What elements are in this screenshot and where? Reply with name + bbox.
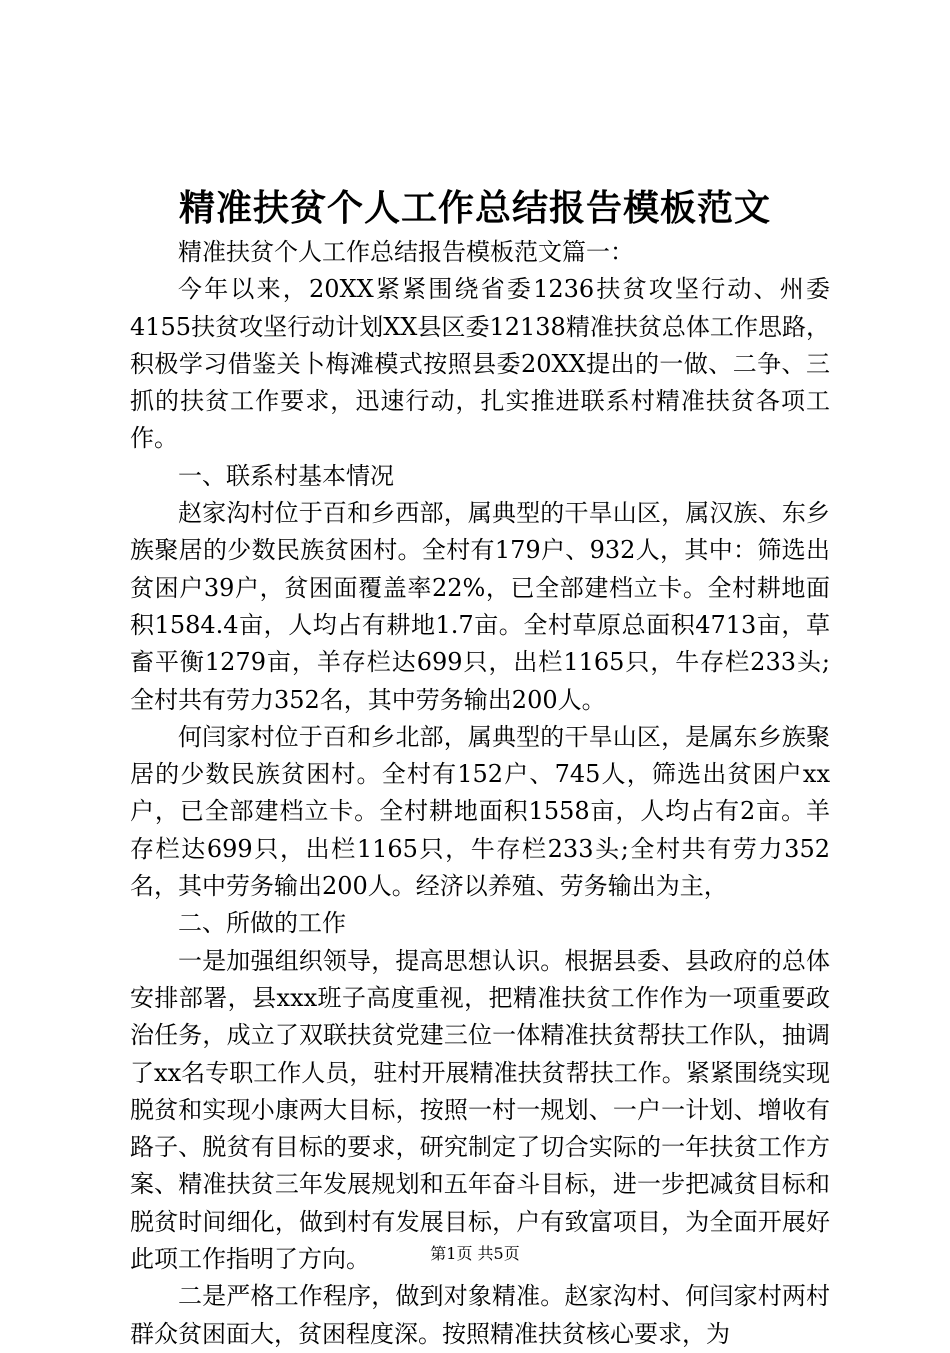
paragraph-overview: 今年以来，20XX紧紧围绕省委1236扶贫攻坚行动、州委4155扶贫攻坚行动计划XX县区委12138精准扶贫总体工作思路，积极学习借鉴关卜梅滩模式按照县委20XX提出的一做、二争、三抓的扶贫工作要求，迅速行动，扎实推进联系村精准扶贫各项工作。	[130, 275, 830, 453]
section-heading-work-done: 二、所做的工作	[178, 909, 346, 938]
paragraph-intro: 精准扶贫个人工作总结报告模板范文篇一：	[178, 238, 634, 266]
paragraph-organization: 一是加强组织领导，提高思想认识。根据县委、县政府的总体安排部署，县xxx班子高度重视，把精准扶贫工作作为一项重要政治任务，成立了双联扶贫党建三位一体精准扶贫帮扶工作队，抽调了xx名专职工作人员，驻村开展精准扶贫帮扶工作。紧紧围绕实现脱贫和实现小康两大目标，按照一村一规划、一户一计划、增收有路子、脱贫有目标的要求，研究制定了切合实际的一年扶贫工作方案、精准扶贫三年发展规划和五年奋斗目标，进一步把减贫目标和脱贫时间细化，做到村有发展目标，户有致富项目，为全面开展好此项工作指明了方向。	[130, 946, 830, 1274]
page-footer: 第1页 共5页	[430, 1244, 520, 1263]
paragraph-procedure: 二是严格工作程序，做到对象精准。赵家沟村、何闫家村两村群众贫困面大，贫困程度深。按照精准扶贫核心要求，为	[130, 1282, 830, 1348]
paragraph-heyanjia: 何闫家村位于百和乡北部，属典型的干旱山区，是属东乡族聚居的少数民族贫困村。全村有152户、745人，筛选出贫困户xx户，已全部建档立卡。全村耕地面积1558亩，人均占有2亩。羊存栏达699只，出栏1165只，牛存栏233头;全村共有劳力352名，其中劳务输出200人。经济以养殖、劳务输出为主，	[130, 722, 830, 901]
document-body	[130, 234, 830, 1353]
section-heading-basic-info: 一、联系村基本情况	[178, 461, 394, 490]
document-title: 精准扶贫个人工作总结报告模板范文	[178, 187, 771, 229]
paragraph-zhaojiagou: 赵家沟村位于百和乡西部，属典型的干旱山区，属汉族、东乡族聚居的少数民族贫困村。全村有179户、932人，其中：筛选出贫困户39户，贫困面覆盖率22%，已全部建档立卡。全村耕地面积1584.4亩，人均占有耕地1.7亩。全村草原总面积4713亩，草畜平衡1279亩，羊存栏达699只，出栏1165只，牛存栏233头;全村共有劳力352名，其中劳务输出200人。	[130, 499, 830, 714]
